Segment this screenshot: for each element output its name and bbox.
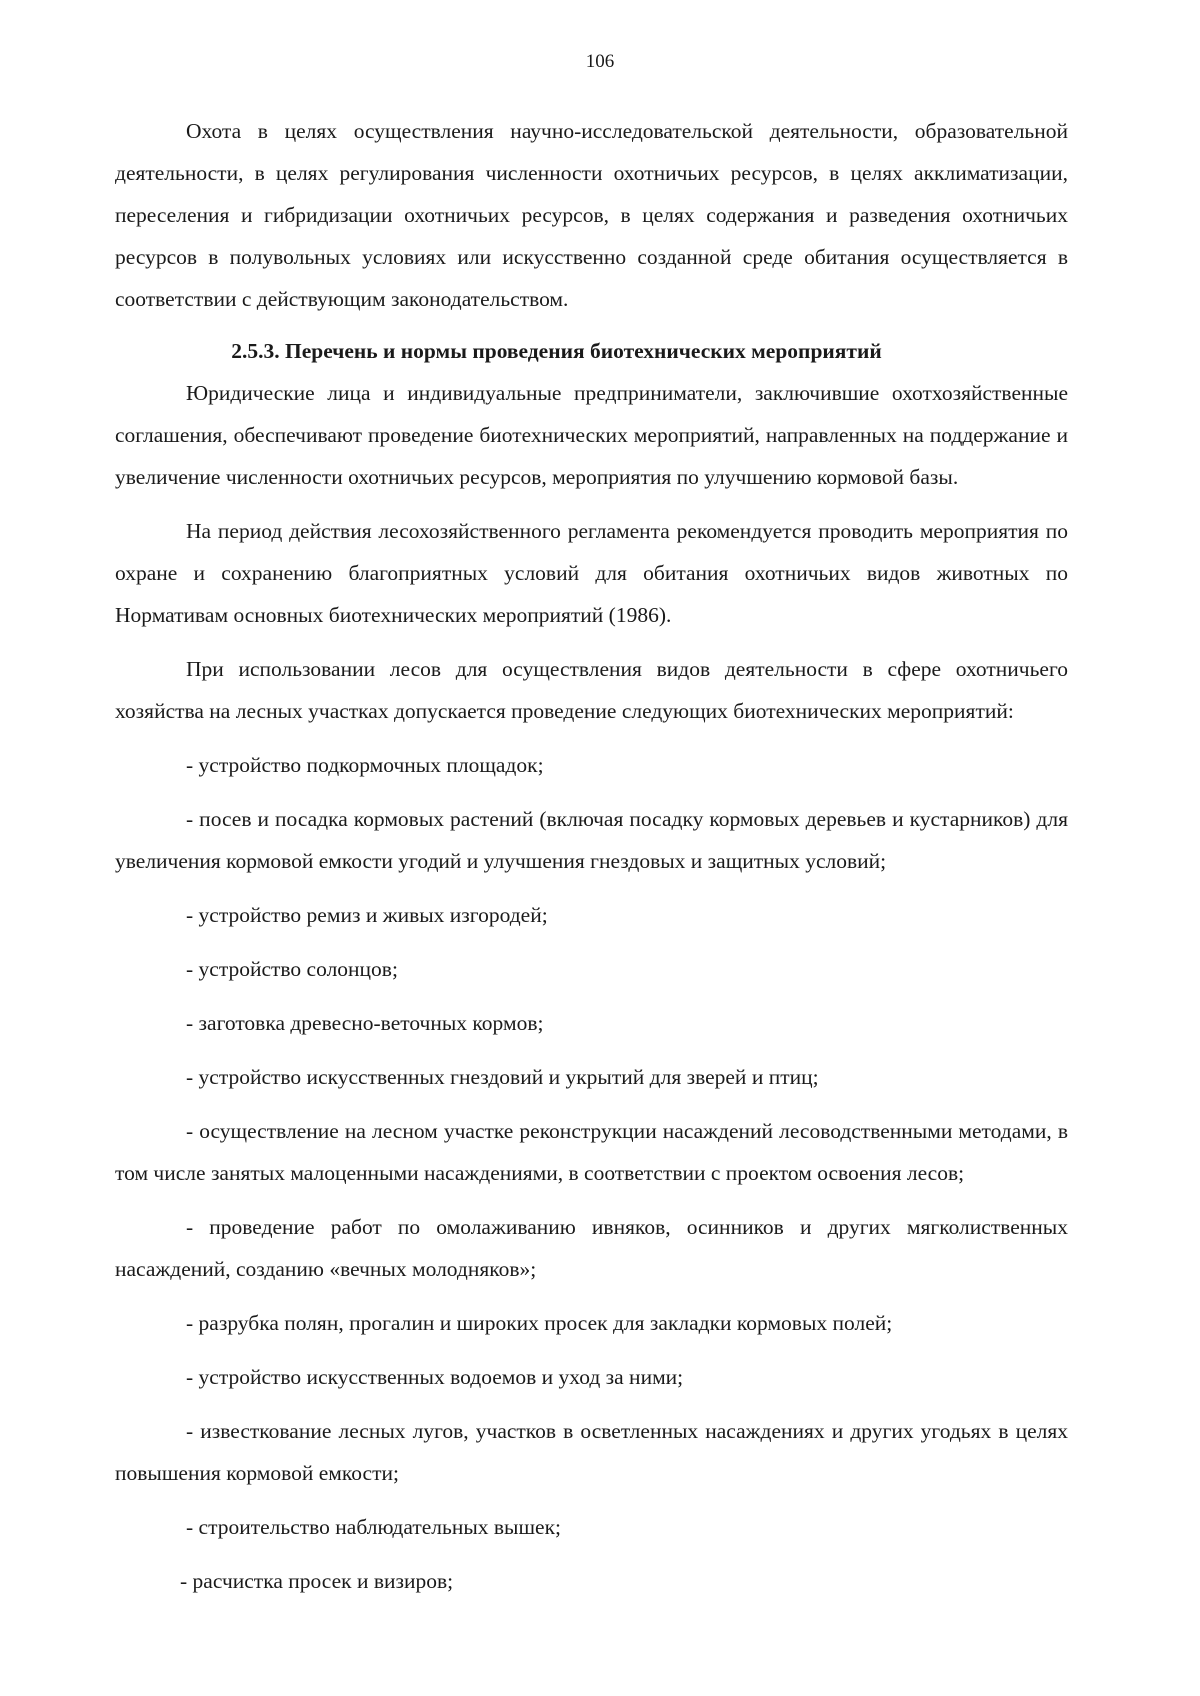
paragraph-hunting-purposes: Охота в целях осуществления научно-исследовательской деятельности, образовательной деятельности, в целях регулирования численности охотничьих ресурсов, в целях акклиматизации, переселения и гибридизации охотничьих ресурсов, в целях содержания и разведения охотничьих ресурсов в полувольных условиях или искусственно созданной среде обитания осуществляется в соответствии с действующим законодательством. — [115, 119, 1068, 311]
section-heading: 2.5.3. Перечень и нормы проведения биотехнических мероприятий — [231, 339, 882, 363]
list-item: - устройство солонцов; — [186, 957, 398, 981]
list-item: - разрубка полян, прогалин и широких просек для закладки кормовых полей; — [186, 1311, 893, 1335]
list-item: - устройство ремиз и живых изгородей; — [186, 903, 548, 927]
list-item: - устройство подкормочных площадок; — [186, 753, 544, 777]
list-item: - известкование лесных лугов, участков в осветленных насаждениях и других угодьях в целях повышения кормовой емкости; — [115, 1419, 1068, 1485]
list-item: - посев и посадка кормовых растений (включая посадку кормовых деревьев и кустарников) для увеличения кормовой емкости угодий и улучшения гнездовых и защитных условий; — [115, 807, 1068, 873]
list-item: - осуществление на лесном участке реконструкции насаждений лесоводственными методами, в том числе занятых малоценными насаждениями, в соответствии с проектом освоения лесов; — [115, 1119, 1068, 1185]
page-number: 106 — [585, 51, 615, 72]
page-content — [115, 110, 1068, 1602]
list-item: - проведение работ по омолаживанию ивняков, осинников и других мягколиственных насаждений, созданию «вечных молодняков»; — [115, 1215, 1068, 1281]
list-item: - устройство искусственных водоемов и уход за ними; — [186, 1365, 684, 1389]
paragraph-legal-entities: Юридические лица и индивидуальные предприниматели, заключившие охотхозяйственные соглашения, обеспечивают проведение биотехнических мероприятий, направленных на поддержание и увеличение численности охотничьих ресурсов, мероприятия по улучшению кормовой базы. — [115, 381, 1068, 489]
list-item: - расчистка просек и визиров; — [180, 1569, 454, 1593]
list-item: - устройство искусственных гнездовий и укрытий для зверей и птиц; — [186, 1065, 819, 1089]
list-item: - строительство наблюдательных вышек; — [186, 1515, 562, 1539]
list-item: - заготовка древесно-веточных кормов; — [186, 1011, 544, 1035]
section-heading-wrapper — [115, 330, 1068, 372]
paragraph-forest-use: При использовании лесов для осуществления видов деятельности в сфере охотничьего хозяйства на лесных участках допускается проведение следующих биотехнических мероприятий: — [115, 657, 1068, 723]
paragraph-regulation-period: На период действия лесохозяйственного регламента рекомендуется проводить мероприятия по охране и сохранению благоприятных условий для обитания охотничьих видов животных по Нормативам основных биотехнических мероприятий (1986). — [115, 519, 1068, 627]
